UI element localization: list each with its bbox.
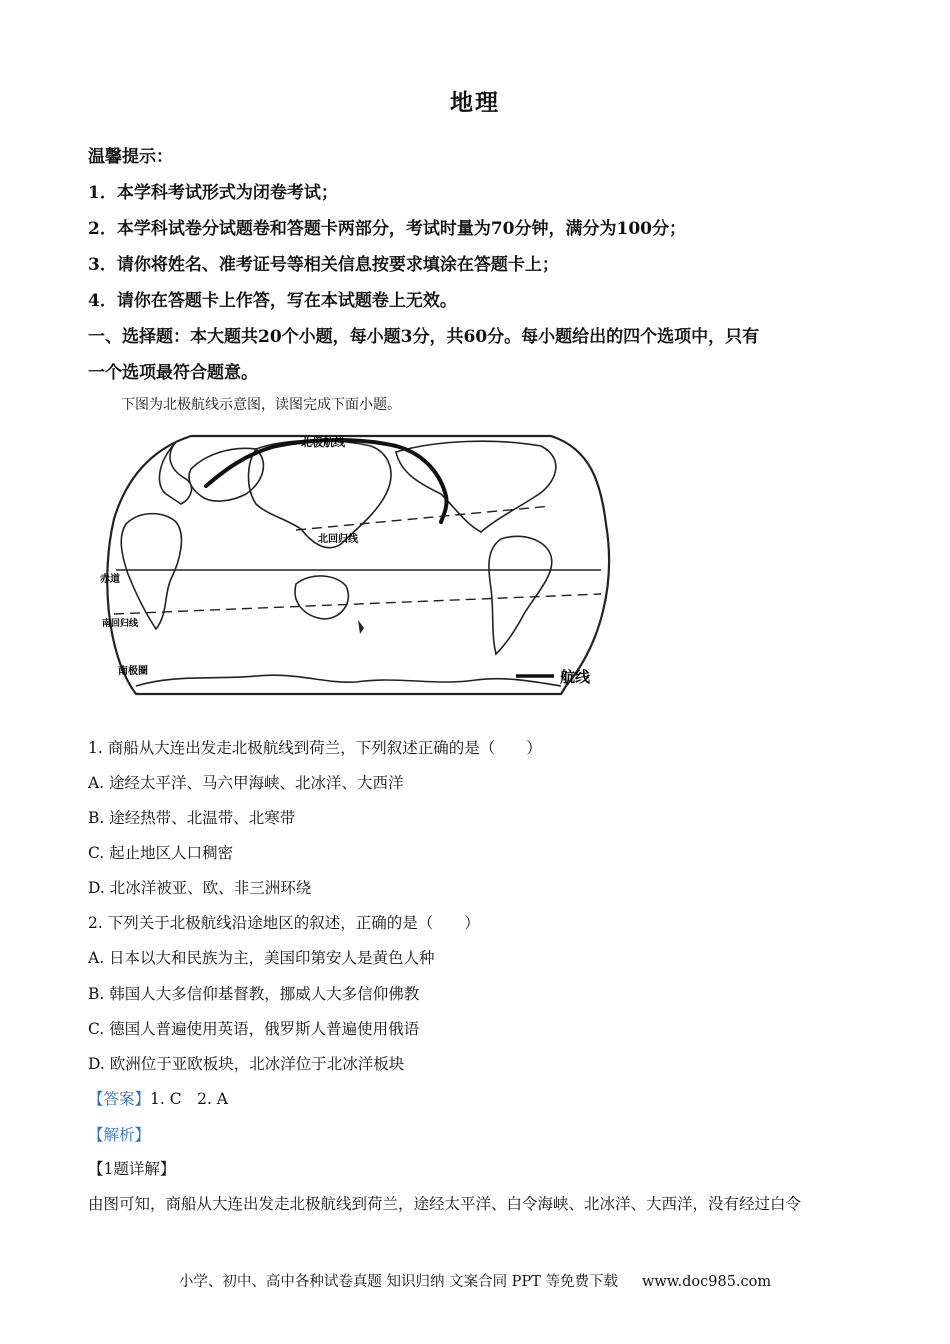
tip-2: 2．本学科试卷分试题卷和答题卡两部分，考试时量为70分钟，满分为100分；	[88, 219, 686, 239]
detail-text: 由图可知，商船从大连出发走北极航线到荷兰，途经太平洋、白令海峡、北冰洋、大西洋，没有经过白令	[88, 1195, 802, 1213]
label-antarctic-circle: 南极圈	[118, 666, 148, 677]
question-2-option-b: B. 韩国人大多信仰基督教，挪威人大多信仰佛教	[88, 985, 420, 1003]
question-2-option-c: C. 德国人普遍使用英语，俄罗斯人普遍使用俄语	[88, 1020, 420, 1038]
landmass-north-america-left	[159, 442, 191, 504]
answer-text: 1. C 2. A	[150, 1090, 229, 1108]
legend-label: 航线	[560, 668, 591, 686]
page-title: 地理	[450, 89, 500, 116]
question-1-option-d: D. 北冰洋被亚、欧、非三洲环绕	[88, 879, 312, 897]
footer-text: 小学、初中、高中各种试卷真题 知识归纳 文案合同 PPT 等免费下载	[178, 1274, 618, 1290]
landmass-australia	[295, 576, 348, 619]
map-frame	[107, 436, 609, 694]
question-2-stem: 2. 下列关于北极航线沿途地区的叙述，正确的是（ ）	[88, 914, 480, 932]
question-intro: 下图为北极航线示意图，读图完成下面小题。	[121, 397, 401, 413]
label-tropic-of-cancer: 北回归线	[318, 534, 358, 545]
answer-tag: 【答案】	[88, 1090, 151, 1108]
tropic-of-cancer-line	[296, 506, 551, 530]
tip-1: 1．本学科考试形式为闭卷考试；	[88, 183, 338, 203]
tip-heading: 温馨提示：	[88, 147, 173, 167]
footer-url[interactable]: www.doc985.com	[641, 1274, 772, 1290]
landmass-new-zealand	[358, 620, 364, 634]
landmass-africa	[121, 514, 181, 629]
question-1-option-a: A. 途经太平洋、马六甲海峡、北冰洋、大西洋	[88, 774, 404, 792]
question-1-stem: 1. 商船从大连出发走北极航线到荷兰，下列叙述正确的是（ ）	[88, 739, 542, 757]
tip-3: 3．请你将姓名、准考证号等相关信息按要求填涂在答题卡上；	[88, 255, 559, 275]
analysis-tag: 【解析】	[88, 1126, 151, 1144]
label-equator: 赤道	[100, 574, 120, 585]
detail-heading: 【1题详解】	[88, 1160, 176, 1178]
section-heading-line2: 一个选项最符合题意。	[88, 363, 258, 383]
page-footer	[0, 1270, 950, 1291]
tropic-of-capricorn-line	[114, 594, 601, 614]
landmass-antarctica	[136, 675, 561, 686]
question-1-option-c: C. 起止地区人口稠密	[88, 844, 234, 862]
question-2-option-d: D. 欧洲位于亚欧板块，北冰洋位于北冰洋板块	[88, 1055, 405, 1073]
question-2-option-a: A. 日本以大和民族为主，美国印第安人是黄色人种	[88, 949, 435, 967]
arctic-route-line	[206, 440, 447, 522]
question-1-option-b: B. 途经热带、北温带、北寒带	[88, 809, 296, 827]
tip-4: 4．请你在答题卡上作答，写在本试题卷上无效。	[88, 291, 457, 311]
section-heading-line1: 一、选择题：本大题共20个小题，每小题3分，共60分。每小题给出的四个选项中，只有	[88, 327, 760, 347]
label-tropic-of-capricorn: 南回归线	[102, 619, 139, 629]
label-arctic-route: 北极航线	[301, 436, 345, 449]
answer-line	[88, 1087, 228, 1109]
landmass-asia	[249, 440, 392, 547]
landmass-south-america	[489, 536, 552, 654]
arctic-route-map	[96, 424, 614, 706]
